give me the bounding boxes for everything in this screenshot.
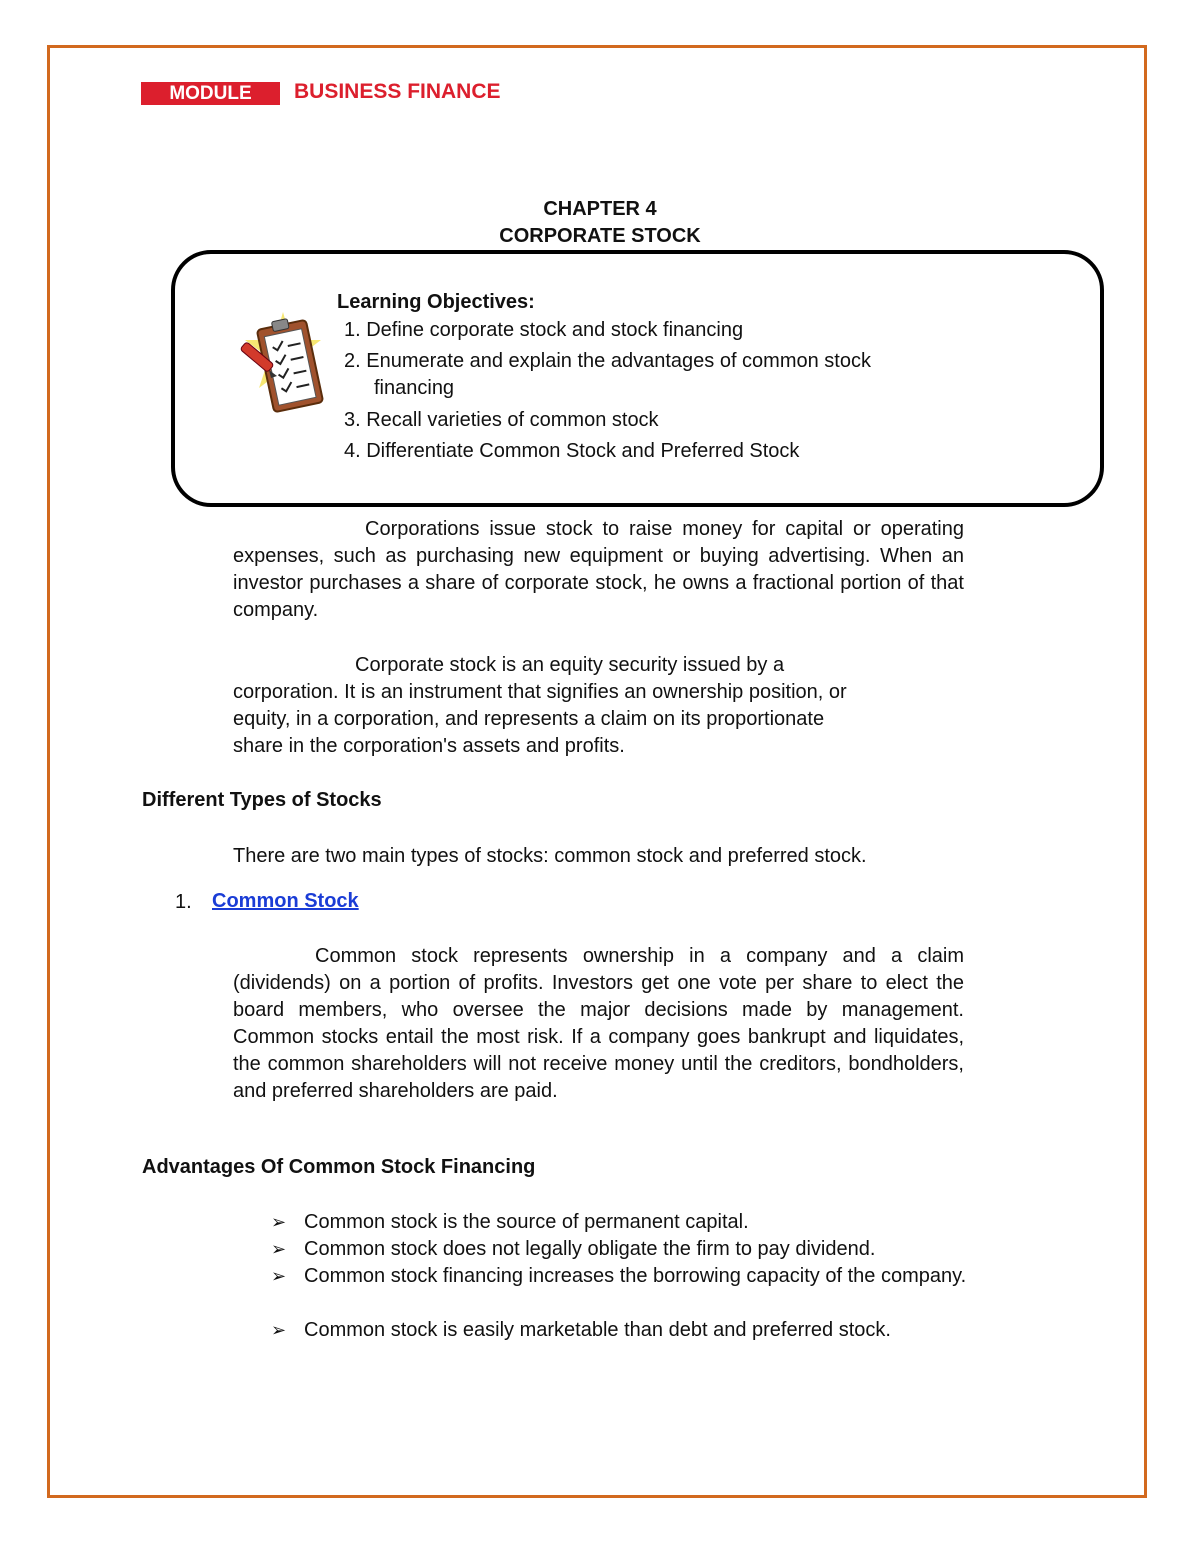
objective-item: 4. Differentiate Common Stock and Preferred Stock xyxy=(344,440,800,462)
advantage-item: Common stock is the source of permanent capital. xyxy=(304,1211,749,1233)
advantage-item: Common stock does not legally obligate the firm to pay dividend. xyxy=(304,1238,876,1260)
advantage-item: Common stock is easily marketable than debt and preferred stock. xyxy=(304,1319,891,1341)
advantages-heading: Advantages Of Common Stock Financing xyxy=(142,1156,536,1178)
module-badge: MODULE xyxy=(141,82,280,105)
objectives-title: Learning Objectives: xyxy=(337,291,535,313)
list-number: 1. xyxy=(175,891,192,913)
intro-paragraph-2: Corporate stock is an equity security issued by a corporation. It is an instrument that signifies an ownership position, or equity, in a corporation, and represents a claim on its proportionate share in the corporation's assets and profits. xyxy=(233,654,847,757)
arrow-bullet-icon: ➢ xyxy=(271,1320,287,1340)
advantage-item: Common stock financing increases the borrowing capacity of the company. xyxy=(304,1265,967,1287)
clipboard-checklist-icon xyxy=(237,310,329,420)
objective-item-continuation: financing xyxy=(374,377,455,399)
arrow-bullet-icon: ➢ xyxy=(271,1239,287,1259)
arrow-bullet-icon: ➢ xyxy=(271,1266,287,1286)
types-intro: There are two main types of stocks: common stock and preferred stock. xyxy=(233,845,867,867)
chapter-number: CHAPTER 4 xyxy=(543,198,657,220)
objective-item: 2. Enumerate and explain the advantages of common stock xyxy=(344,350,871,372)
common-stock-paragraph: Common stock represents ownership in a company and a claim (dividends) on a portion of profits. Investors get one vote per share to elect the board members, who oversee the major decisions made by management. Common stocks entail the most risk. If a company goes bankrupt and liquidates, the common shareholders will not receive money until the creditors, bondholders, and preferred shareholders are paid. xyxy=(233,945,964,1102)
objective-item: 1. Define corporate stock and stock financing xyxy=(344,319,744,341)
types-heading: Different Types of Stocks xyxy=(142,789,382,811)
objective-item: 3. Recall varieties of common stock xyxy=(344,409,659,431)
intro-paragraph-1: Corporations issue stock to raise money for capital or operating expenses, such as purchasing new equipment or buying advertising. When an investor purchases a share of corporate stock, he owns a fractional portion of that company. xyxy=(233,518,964,621)
arrow-bullet-icon: ➢ xyxy=(271,1212,287,1232)
chapter-title: CORPORATE STOCK xyxy=(499,225,701,247)
module-title: BUSINESS FINANCE xyxy=(294,80,501,103)
common-stock-link[interactable]: Common Stock xyxy=(212,890,359,912)
